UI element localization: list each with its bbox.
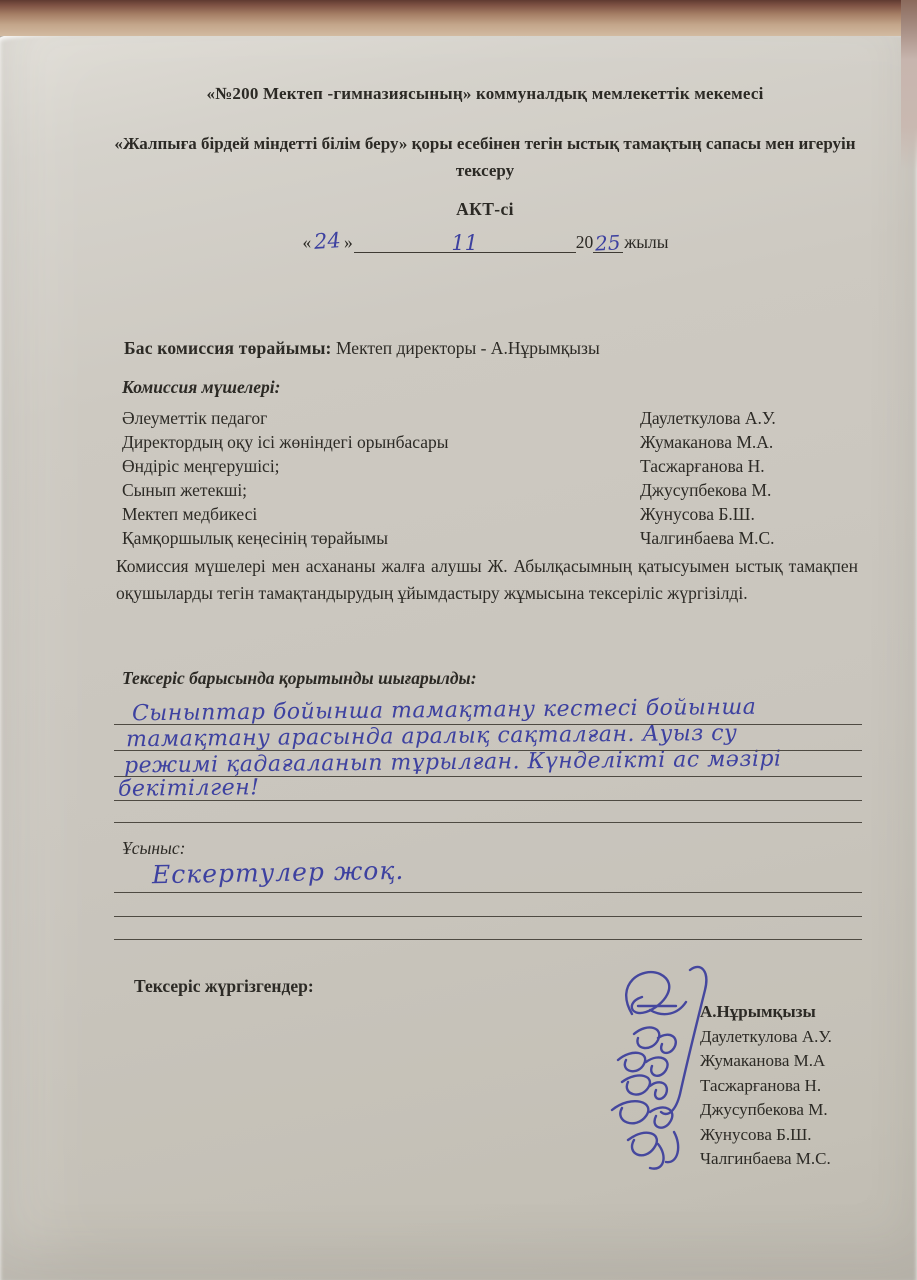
- ruled-line: [114, 750, 862, 751]
- members-section-label: Комиссия мүшелері:: [122, 377, 281, 397]
- signer-name: Тасжарғанова Н.: [700, 1076, 822, 1095]
- signer-name: Чалгинбаева М.С.: [700, 1149, 831, 1168]
- date-month-blank: [354, 229, 576, 253]
- date-year-handwritten: 25: [594, 230, 622, 256]
- member-row: [122, 528, 862, 549]
- ruled-line: [114, 939, 862, 940]
- suggestion-handwriting: Ескертулер жоқ.: [151, 855, 405, 890]
- chairman-value: Мектеп директоры - А.Нұрымқызы: [331, 338, 600, 358]
- conclusion-handwriting-line: бекітілген!: [117, 775, 260, 802]
- member-row: [122, 432, 862, 453]
- body-paragraph: Комиссия мүшелері мен асхананы жалға алушы Ж. Абылқасымның қатысуымен ыстық тамақпен оқушыларды тегін тамақтандырудың ұйымдастыру жұмысына тексеріліс жүргізілді.: [116, 556, 858, 603]
- date-open-quote: «: [302, 232, 312, 252]
- member-role: Қамқоршылық кеңесінің төрайымы: [122, 528, 388, 548]
- date-close-quote: »: [343, 232, 353, 252]
- member-role: Директордың оқу ісі жөніндегі орынбасары: [122, 432, 449, 452]
- signer-name: А.Нұрымқызы: [700, 1002, 816, 1021]
- member-row: [122, 456, 862, 477]
- member-role: Әлеуметтік педагог: [122, 408, 268, 428]
- date-year-prefix: 20: [575, 232, 594, 252]
- member-name: Джусупбекова М.: [640, 480, 772, 500]
- member-role: Өндіріс меңгерушісі;: [122, 456, 280, 476]
- ruled-line: [114, 776, 862, 777]
- ruled-line: [114, 892, 862, 893]
- document-title-text: «Жалпыға бірдей міндетті білім беру» қоры есебінен тегін ыстық тамақтың сапасы мен игеруін тексеру: [114, 134, 856, 180]
- conclusion-label: Тексеріс барысында қорытынды шығарылды:: [122, 668, 477, 688]
- document-title: [100, 130, 870, 184]
- ruled-line: [114, 916, 862, 917]
- inspectors-label: Тексеріс жүргізгендер:: [134, 976, 314, 996]
- signer-name: Жунусова Б.Ш.: [700, 1125, 812, 1144]
- chairman-label: Бас комиссия төрайымы:: [124, 338, 332, 358]
- member-name: Тасжарғанова Н.: [640, 456, 765, 476]
- organization-name: «№200 Мектеп -гимназиясының» коммуналдық мемлекеттік мекемесі: [206, 84, 764, 103]
- ruled-line: [114, 822, 862, 823]
- conclusion-handwriting-line: режимі қадағаланып тұрылған. Күнделікті ас мәзірі: [123, 746, 782, 779]
- conclusion-handwriting-line: Сыныптар бойынша тамақтану кестесі бойынша: [131, 694, 757, 727]
- date-year-blank: [593, 229, 623, 256]
- chairman-line: [124, 338, 600, 359]
- ruled-line: [114, 800, 862, 801]
- signer-name: Жумаканова М.А: [700, 1051, 826, 1070]
- member-name: Чалгинбаева М.С.: [640, 528, 775, 548]
- member-row: [122, 480, 862, 501]
- member-role: Сынып жетекші;: [122, 480, 248, 500]
- member-name: Даулеткулова А.У.: [640, 408, 776, 428]
- date-month-handwritten: 11: [451, 231, 479, 255]
- conclusion-handwriting-line: тамақтану арасында аралық сақталған. Ауыз су: [125, 720, 738, 753]
- signer-name: Джусупбекова М.: [700, 1100, 828, 1119]
- ruled-line: [114, 724, 862, 725]
- act-label: АКТ-сі: [456, 199, 514, 219]
- signer-name: Даулеткулова А.У.: [700, 1027, 832, 1046]
- member-role: Мектеп медбикесі: [122, 504, 258, 524]
- date-year-word: жылы: [624, 232, 669, 252]
- date-line: [100, 228, 870, 256]
- member-name: Жунусова Б.Ш.: [640, 504, 755, 524]
- member-name: Жумаканова М.А.: [640, 432, 774, 452]
- member-row: [122, 504, 862, 525]
- suggestion-label: Ұсыныс:: [122, 838, 186, 858]
- date-day-handwritten: 24: [313, 228, 342, 254]
- signatures-ink-scribbles: [598, 962, 758, 1177]
- member-row: [122, 408, 862, 429]
